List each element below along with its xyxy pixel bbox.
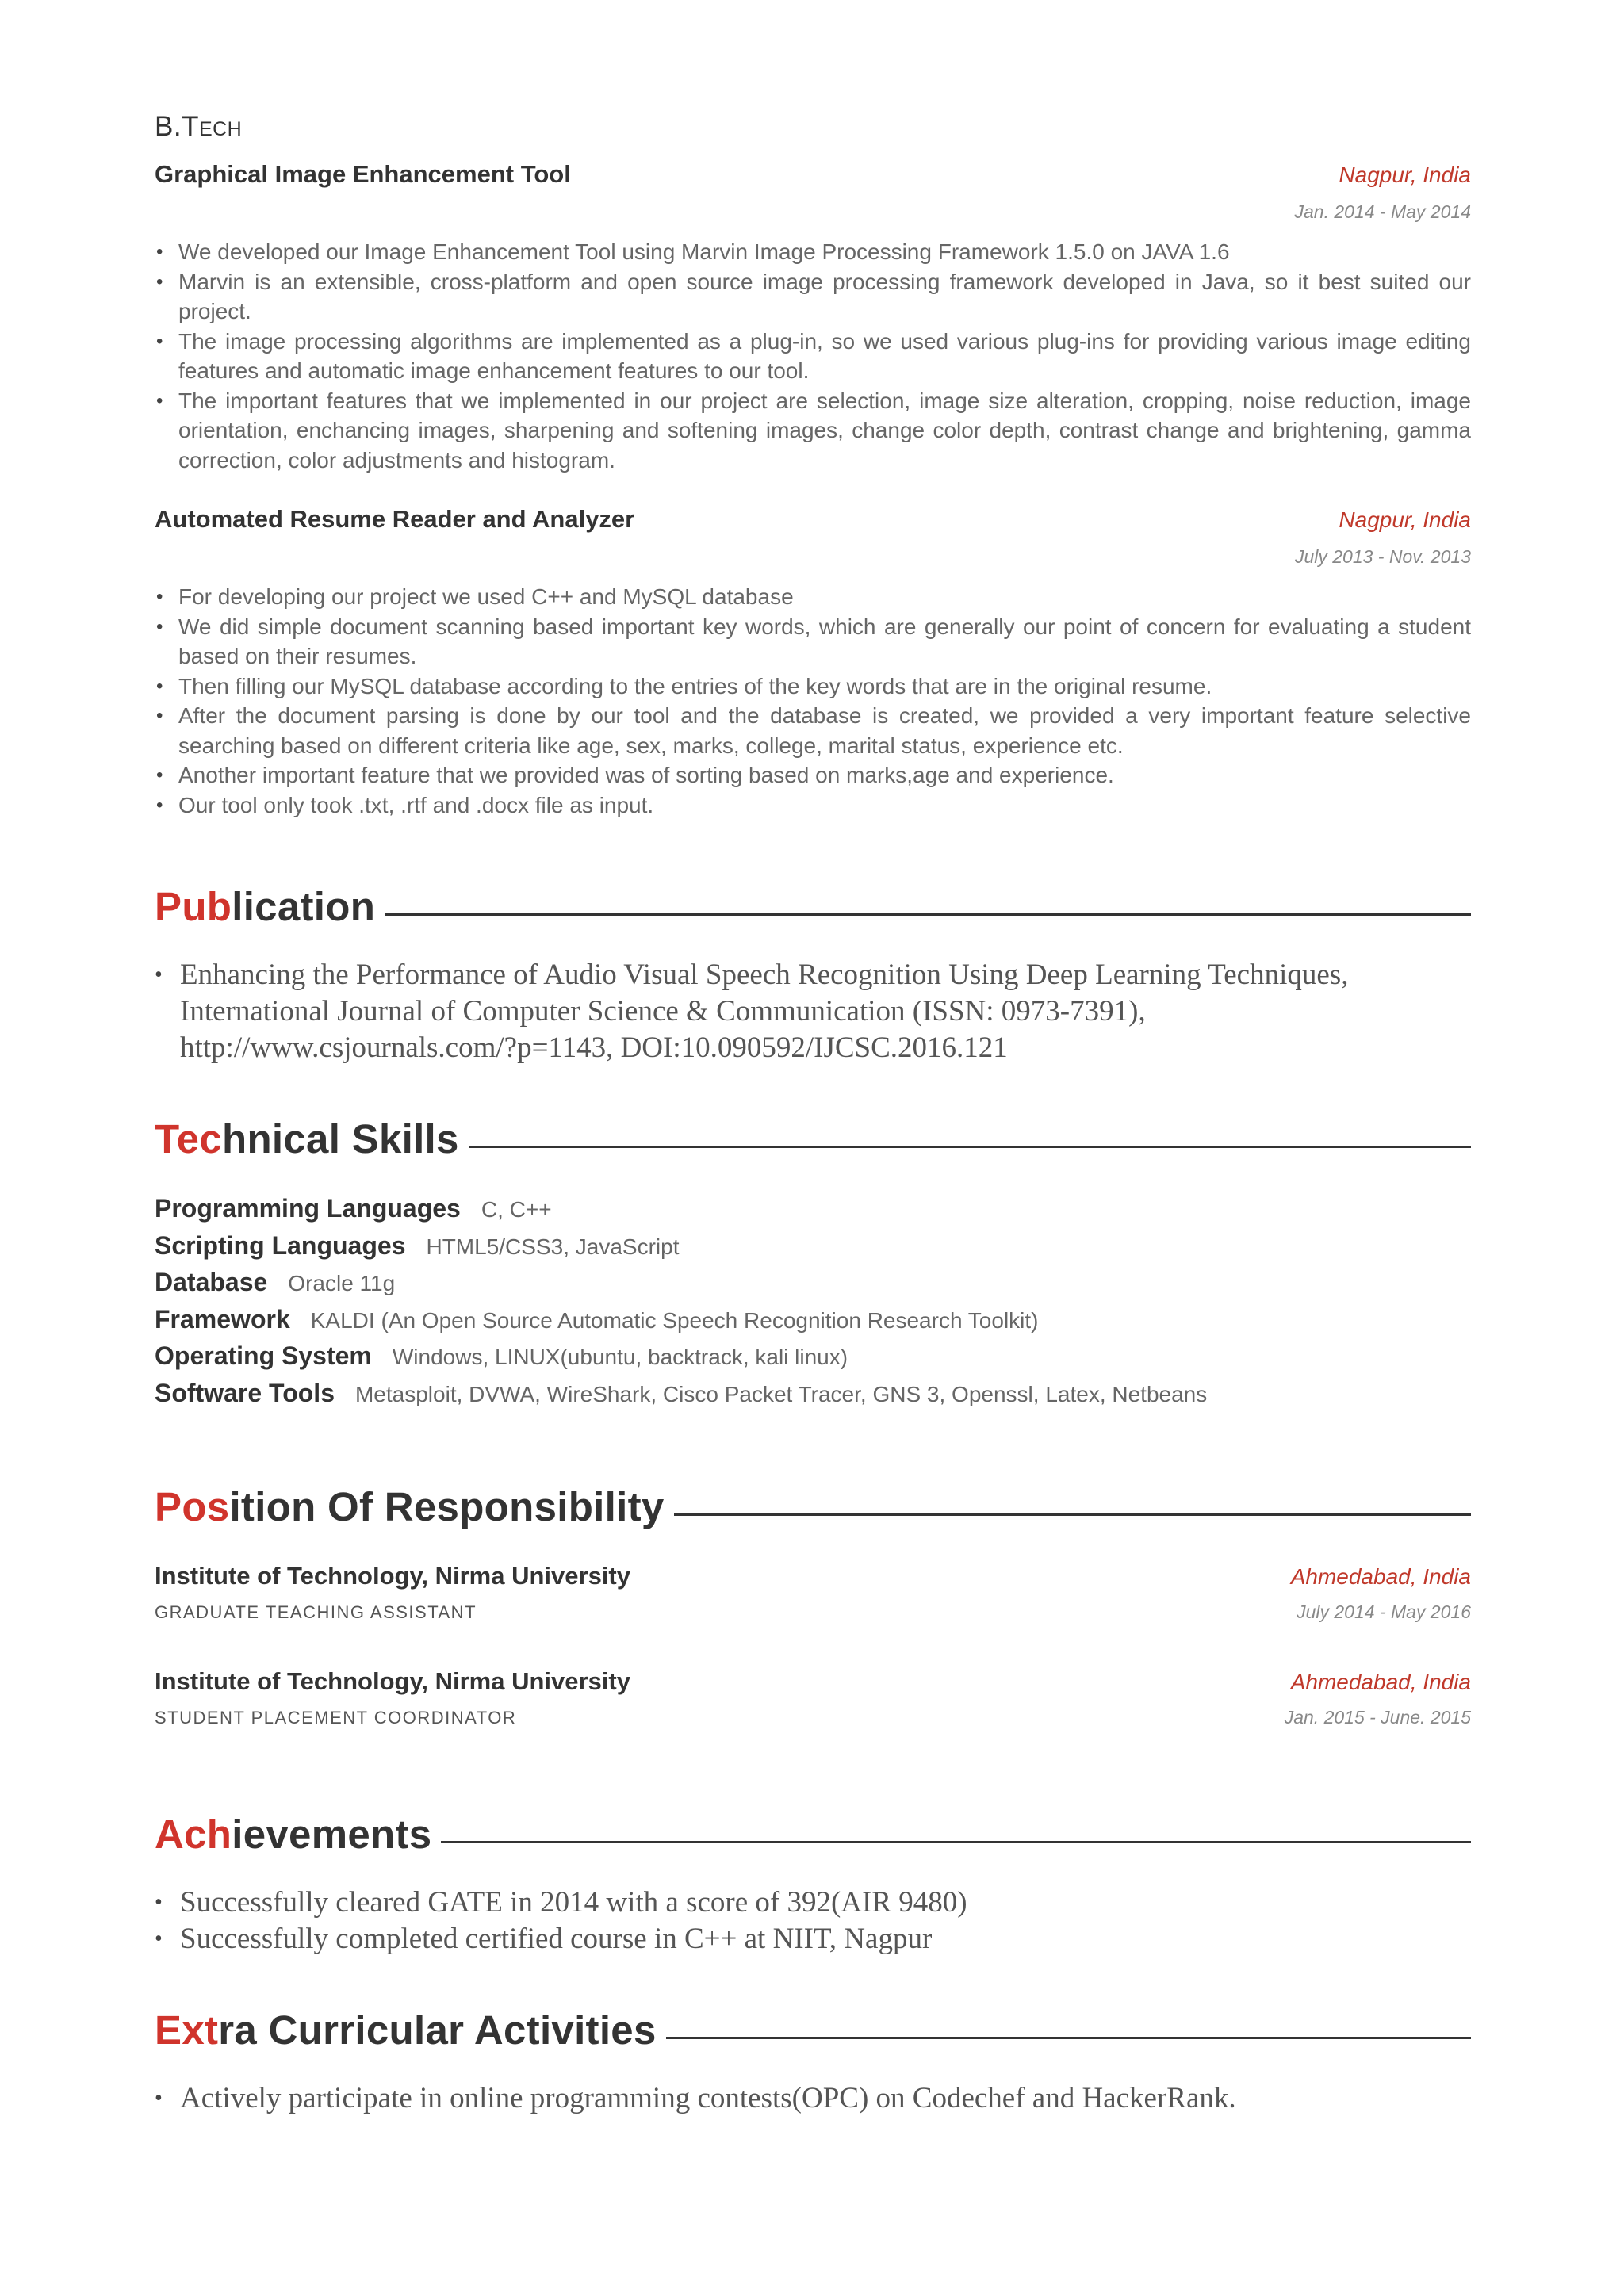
project-location: Nagpur, India [1339, 163, 1471, 187]
section-extra [155, 2007, 1471, 2053]
section-title-rest: hnical Skills [222, 1116, 459, 1161]
project-bullets [155, 582, 1471, 820]
position-entry [155, 1562, 1471, 1623]
resume-content [155, 111, 1471, 2117]
section-title-rest: ition Of Responsibility [229, 1484, 665, 1529]
skill-row [155, 1231, 1471, 1269]
position-role: GRADUATE TEACHING ASSISTANT [155, 1602, 477, 1622]
position-org: Institute of Technology, Nirma University [155, 1667, 630, 1695]
list-item: • The important features that we implemented in our project are selection, image size alteration, cropping, noise reduction, image orientation, enchancing images, sharpening and softening images, change color depth, contrast change and brightening, gamma correction, color adjustments and histogram. [155, 386, 1471, 476]
section-divider [666, 2037, 1471, 2039]
section-title-accent: Ext [155, 2007, 219, 2053]
position-entry [155, 1667, 1471, 1728]
section-divider [674, 1513, 1471, 1516]
section-skills [155, 1115, 1471, 1162]
position-location: Ahmedabad, India [1290, 1670, 1471, 1694]
skill-row [155, 1305, 1471, 1342]
section-publication [155, 883, 1471, 930]
position-location: Ahmedabad, India [1290, 1564, 1471, 1589]
section-title-accent: Pub [155, 884, 232, 929]
section-title [155, 1483, 665, 1530]
skill-label: Database [155, 1268, 268, 1296]
extra-list [155, 2080, 1471, 2117]
section-title-rest: lication [232, 884, 376, 929]
project-title: Graphical Image Enhancement Tool [155, 160, 571, 188]
section-responsibility [155, 1483, 1471, 1530]
section-title [155, 883, 375, 930]
list-item: • Our tool only took .txt, .rtf and .docx file as input. [155, 790, 1471, 821]
skill-label: Framework [155, 1304, 290, 1334]
project-date: July 2013 - Nov. 2013 [1294, 546, 1471, 567]
list-item: • We did simple document scanning based important key words, which are generally our point of concern for evaluating a student based on their resumes. [155, 612, 1471, 672]
section-title-accent: Pos [155, 1484, 230, 1529]
position-role: STUDENT PLACEMENT COORDINATOR [155, 1708, 517, 1728]
skill-value: KALDI (An Open Source Automatic Speech Recognition Research Toolkit) [310, 1307, 1039, 1333]
skill-row [155, 1341, 1471, 1379]
project-bullets [155, 237, 1471, 475]
list-item: • Actively participate in online programming contests(OPC) on Codechef and HackerRank. [155, 2080, 1471, 2117]
skill-value: HTML5/CSS3, JavaScript [426, 1234, 680, 1259]
project-entry [155, 160, 1471, 475]
list-item: • We developed our Image Enhancement Tool using Marvin Image Processing Framework 1.5.0 on JAVA 1.6 [155, 237, 1471, 267]
list-item: • For developing our project we used C++ and MySQL database [155, 582, 1471, 612]
list-item: • Successfully completed certified course in C++ at NIIT, Nagpur [155, 1921, 1471, 1957]
skills-list [155, 1194, 1471, 1415]
skill-value: Metasploit, DVWA, WireShark, Cisco Packet Tracer, GNS 3, Openssl, Latex, Netbeans [354, 1381, 1208, 1406]
skill-row [155, 1379, 1471, 1416]
skill-label: Software Tools [155, 1378, 335, 1407]
skill-value: Oracle 11g [288, 1271, 396, 1295]
skill-label: Scripting Languages [155, 1230, 406, 1260]
list-item: • Marvin is an extensible, cross-platform and open source image processing framework developed in Java, so it best suited our project. [155, 267, 1471, 327]
skill-label: Programming Languages [155, 1194, 461, 1223]
project-title: Automated Resume Reader and Analyzer [155, 505, 635, 533]
list-item: • Successfully cleared GATE in 2014 with a score of 392(AIR 9480) [155, 1885, 1471, 1921]
publication-list [155, 957, 1471, 1066]
list-item: • Another important feature that we provided was of sorting based on marks,age and experience. [155, 760, 1471, 790]
section-divider [441, 1841, 1471, 1843]
skill-row [155, 1268, 1471, 1305]
section-title [155, 1811, 431, 1858]
project-date: Jan. 2014 - May 2014 [1294, 201, 1471, 222]
section-title [155, 1115, 459, 1162]
position-date: Jan. 2015 - June. 2015 [1284, 1707, 1471, 1728]
skill-value: Windows, LINUX(ubuntu, backtrack, kali linux) [392, 1345, 848, 1369]
list-item: • After the document parsing is done by our tool and the database is created, we provided a very important feature selective searching based on different criteria like age, sex, marks, college, marital status, experience etc. [155, 701, 1471, 760]
position-date: July 2014 - May 2016 [1297, 1601, 1471, 1622]
project-location: Nagpur, India [1339, 507, 1471, 532]
section-title-rest: ievements [232, 1812, 432, 1857]
section-divider [385, 913, 1471, 916]
section-achievements [155, 1811, 1471, 1858]
section-divider [469, 1146, 1471, 1148]
section-title-accent: Tec [155, 1116, 222, 1161]
project-entry [155, 505, 1471, 820]
skill-value: C, C++ [481, 1197, 552, 1222]
skill-label: Operating System [155, 1341, 372, 1370]
degree-title: B.Tech [155, 111, 243, 142]
section-title-accent: Ach [155, 1812, 232, 1857]
position-org: Institute of Technology, Nirma University [155, 1562, 630, 1590]
list-item: • Enhancing the Performance of Audio Visual Speech Recognition Using Deep Learning Techniques, International Journal of Computer Science & Communication (ISSN: 0973-7391), http://www.csjournals.com/?p=1143, DOI:10.090592/IJCSC.2016.121 [155, 957, 1471, 1066]
list-item: • The image processing algorithms are implemented as a plug-in, so we used various plug-ins for providing various image editing features and automatic image enhancement features to our tool. [155, 327, 1471, 386]
skill-row [155, 1194, 1471, 1231]
section-title [155, 2007, 657, 2053]
achievements-list [155, 1885, 1471, 1957]
list-item: • Then filling our MySQL database according to the entries of the key words that are in the original resume. [155, 672, 1471, 702]
section-title-rest: ra Curricular Activities [218, 2007, 657, 2053]
